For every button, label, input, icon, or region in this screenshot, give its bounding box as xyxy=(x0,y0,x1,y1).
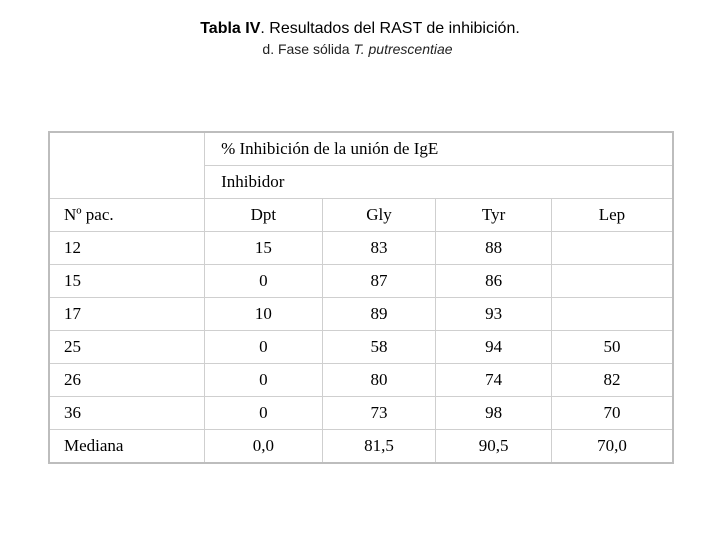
table-row xyxy=(49,364,673,397)
group-header-row xyxy=(49,132,673,166)
table-row xyxy=(49,397,673,430)
row-header: Nº pac. xyxy=(49,199,205,232)
table-row xyxy=(49,331,673,364)
cell-lep xyxy=(551,265,673,298)
cell-lep xyxy=(551,232,673,265)
table-row xyxy=(49,232,673,265)
cell-dpt: 10 xyxy=(205,298,323,331)
table-number: Tabla IV xyxy=(200,20,261,37)
patient-id: 15 xyxy=(49,265,205,298)
cell-tyr: 90,5 xyxy=(436,430,552,464)
column-header-lep: Lep xyxy=(551,199,673,232)
cell-lep: 50 xyxy=(551,331,673,364)
subtitle-species: T. putrescentiae xyxy=(353,41,453,57)
cell-lep: 70 xyxy=(551,397,673,430)
cell-gly: 87 xyxy=(322,265,436,298)
cell-tyr: 74 xyxy=(436,364,552,397)
patient-id: 26 xyxy=(49,364,205,397)
cell-gly: 83 xyxy=(322,232,436,265)
cell-dpt: 15 xyxy=(205,232,323,265)
cell-tyr: 86 xyxy=(436,265,552,298)
table-row xyxy=(49,298,673,331)
median-label: Mediana xyxy=(49,430,205,464)
cell-tyr: 98 xyxy=(436,397,552,430)
median-row xyxy=(49,430,673,464)
cell-gly: 73 xyxy=(322,397,436,430)
patient-id: 17 xyxy=(49,298,205,331)
column-header-tyr: Tyr xyxy=(436,199,552,232)
cell-lep xyxy=(551,298,673,331)
cell-gly: 80 xyxy=(322,364,436,397)
patient-id: 36 xyxy=(49,397,205,430)
inhibition-table xyxy=(48,131,674,464)
cell-gly: 89 xyxy=(322,298,436,331)
table-subtitle xyxy=(0,41,715,57)
table-row xyxy=(49,265,673,298)
table-caption: . Resultados del RAST de inhibición. xyxy=(260,20,520,37)
cell-dpt: 0 xyxy=(205,364,323,397)
cell-gly: 81,5 xyxy=(322,430,436,464)
sub-header: Inhibidor xyxy=(205,166,673,199)
column-header-gly: Gly xyxy=(322,199,436,232)
corner-cell xyxy=(49,132,205,199)
table-title xyxy=(0,20,720,38)
cell-dpt: 0 xyxy=(205,265,323,298)
cell-gly: 58 xyxy=(322,331,436,364)
group-header: % Inhibición de la unión de IgE xyxy=(205,132,673,166)
column-header-row xyxy=(49,199,673,232)
cell-dpt: 0 xyxy=(205,397,323,430)
cell-dpt: 0,0 xyxy=(205,430,323,464)
column-header-dpt: Dpt xyxy=(205,199,323,232)
patient-id: 25 xyxy=(49,331,205,364)
cell-lep: 82 xyxy=(551,364,673,397)
cell-tyr: 94 xyxy=(436,331,552,364)
cell-tyr: 88 xyxy=(436,232,552,265)
cell-lep: 70,0 xyxy=(551,430,673,464)
cell-tyr: 93 xyxy=(436,298,552,331)
patient-id: 12 xyxy=(49,232,205,265)
cell-dpt: 0 xyxy=(205,331,323,364)
subtitle-prefix: d. Fase sólida xyxy=(262,41,354,57)
